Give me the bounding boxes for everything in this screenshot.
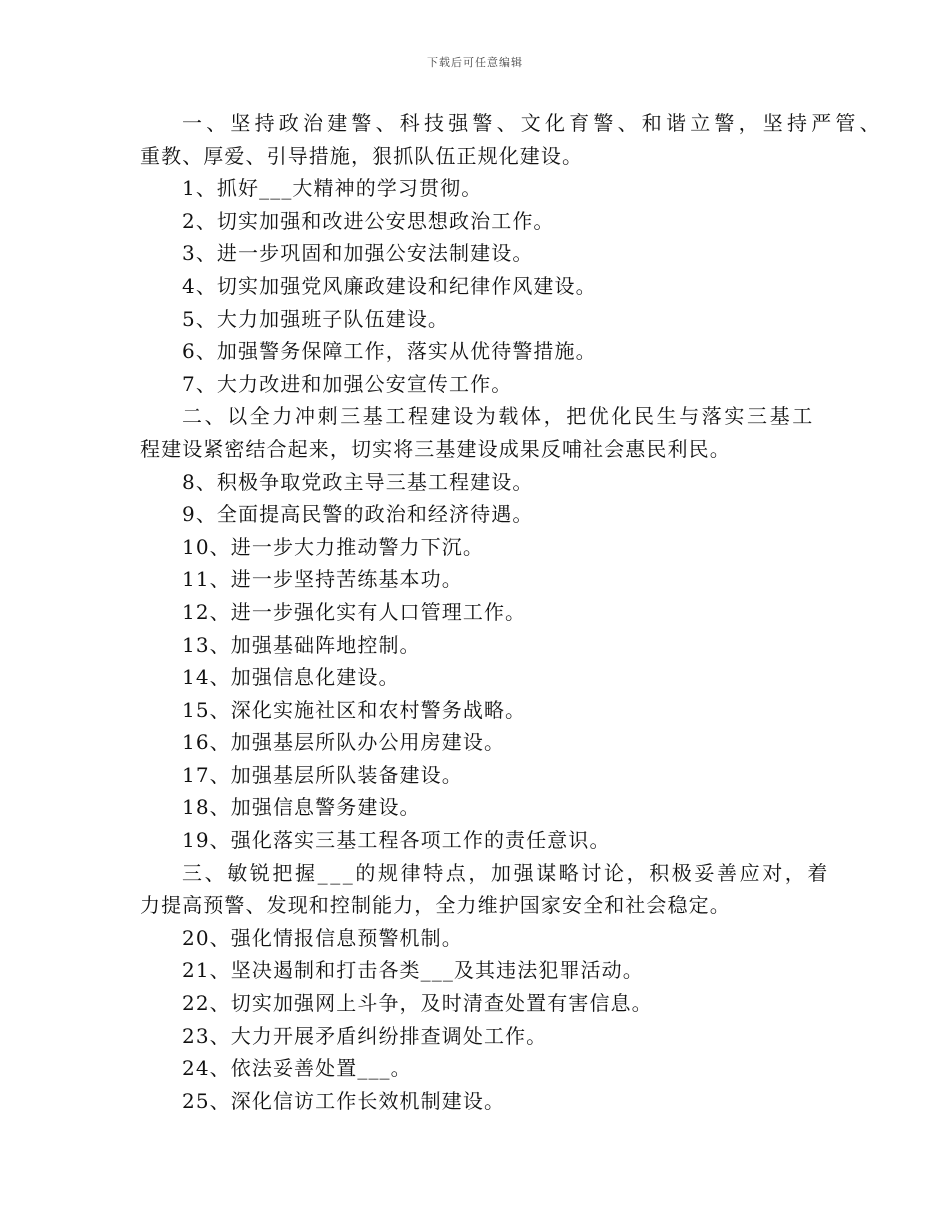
list-item: 2、切实加强和改进公安思想政治工作。 [182, 208, 555, 233]
list-item: 6、加强警务保障工作，落实从优待警措施。 [182, 339, 597, 364]
list-item: 11、进一步坚持苦练基本功。 [182, 567, 463, 592]
section-heading-2: 二、以全力冲刺三基工程建设为载体，把优化民生与落实三基工 [182, 404, 815, 429]
section-heading-3: 三、敏锐把握___的规律特点，加强谋略讨论，积极妥善应对，着 [182, 860, 830, 885]
list-item: 13、加强基础阵地控制。 [182, 632, 421, 657]
section-heading-3-continued: 力提高预警、发现和控制能力，全力维护国家安全和社会稳定。 [140, 893, 731, 918]
list-item: 25、深化信访工作长效机制建设。 [182, 1088, 506, 1113]
list-item: 10、进一步大力推动警力下沉。 [182, 534, 484, 559]
section-heading-2-continued: 程建设紧密结合起来，切实将三基建设成果反哺社会惠民利民。 [140, 436, 731, 461]
list-item: 1、抓好___大精神的学习贯彻。 [182, 176, 483, 201]
list-item: 23、大力开展矛盾纠纷排查调处工作。 [182, 1023, 548, 1048]
list-item: 24、依法妥善处置___。 [182, 1056, 412, 1081]
list-item: 18、加强信息警务建设。 [182, 795, 421, 820]
list-item: 5、大力加强班子队伍建设。 [182, 306, 450, 331]
list-item: 21、坚决遏制和打击各类___及其违法犯罪活动。 [182, 958, 644, 983]
list-item: 15、深化实施社区和农村警务战略。 [182, 697, 527, 722]
section-heading-1-continued: 重教、厚爱、引导措施，狠抓队伍正规化建设。 [140, 143, 584, 168]
list-item: 3、进一步巩固和加强公安法制建设。 [182, 241, 534, 266]
list-item: 4、切实加强党风廉政建设和纪律作风建设。 [182, 273, 597, 298]
list-item: 9、全面提高民警的政治和经济待遇。 [182, 502, 534, 527]
list-item: 20、强化情报信息预警机制。 [182, 925, 463, 950]
list-item: 12、进一步强化实有人口管理工作。 [182, 599, 527, 624]
list-item: 17、加强基层所队装备建设。 [182, 762, 463, 787]
list-item: 16、加强基层所队办公用房建设。 [182, 730, 506, 755]
document-body [140, 107, 884, 1117]
list-item: 22、切实加强网上斗争，及时清查处置有害信息。 [182, 991, 653, 1016]
list-item: 8、积极争取党政主导三基工程建设。 [182, 469, 534, 494]
section-heading-1: 一、坚持政治建警、科技强警、文化育警、和谐立警，坚持严管、 [182, 111, 884, 135]
list-item: 7、大力改进和加强公安宣传工作。 [182, 371, 513, 396]
list-item: 19、强化落实三基工程各项工作的责任意识。 [182, 828, 611, 853]
list-item: 14、加强信息化建设。 [182, 665, 400, 690]
page-header: 下载后可任意编辑 [427, 56, 523, 69]
